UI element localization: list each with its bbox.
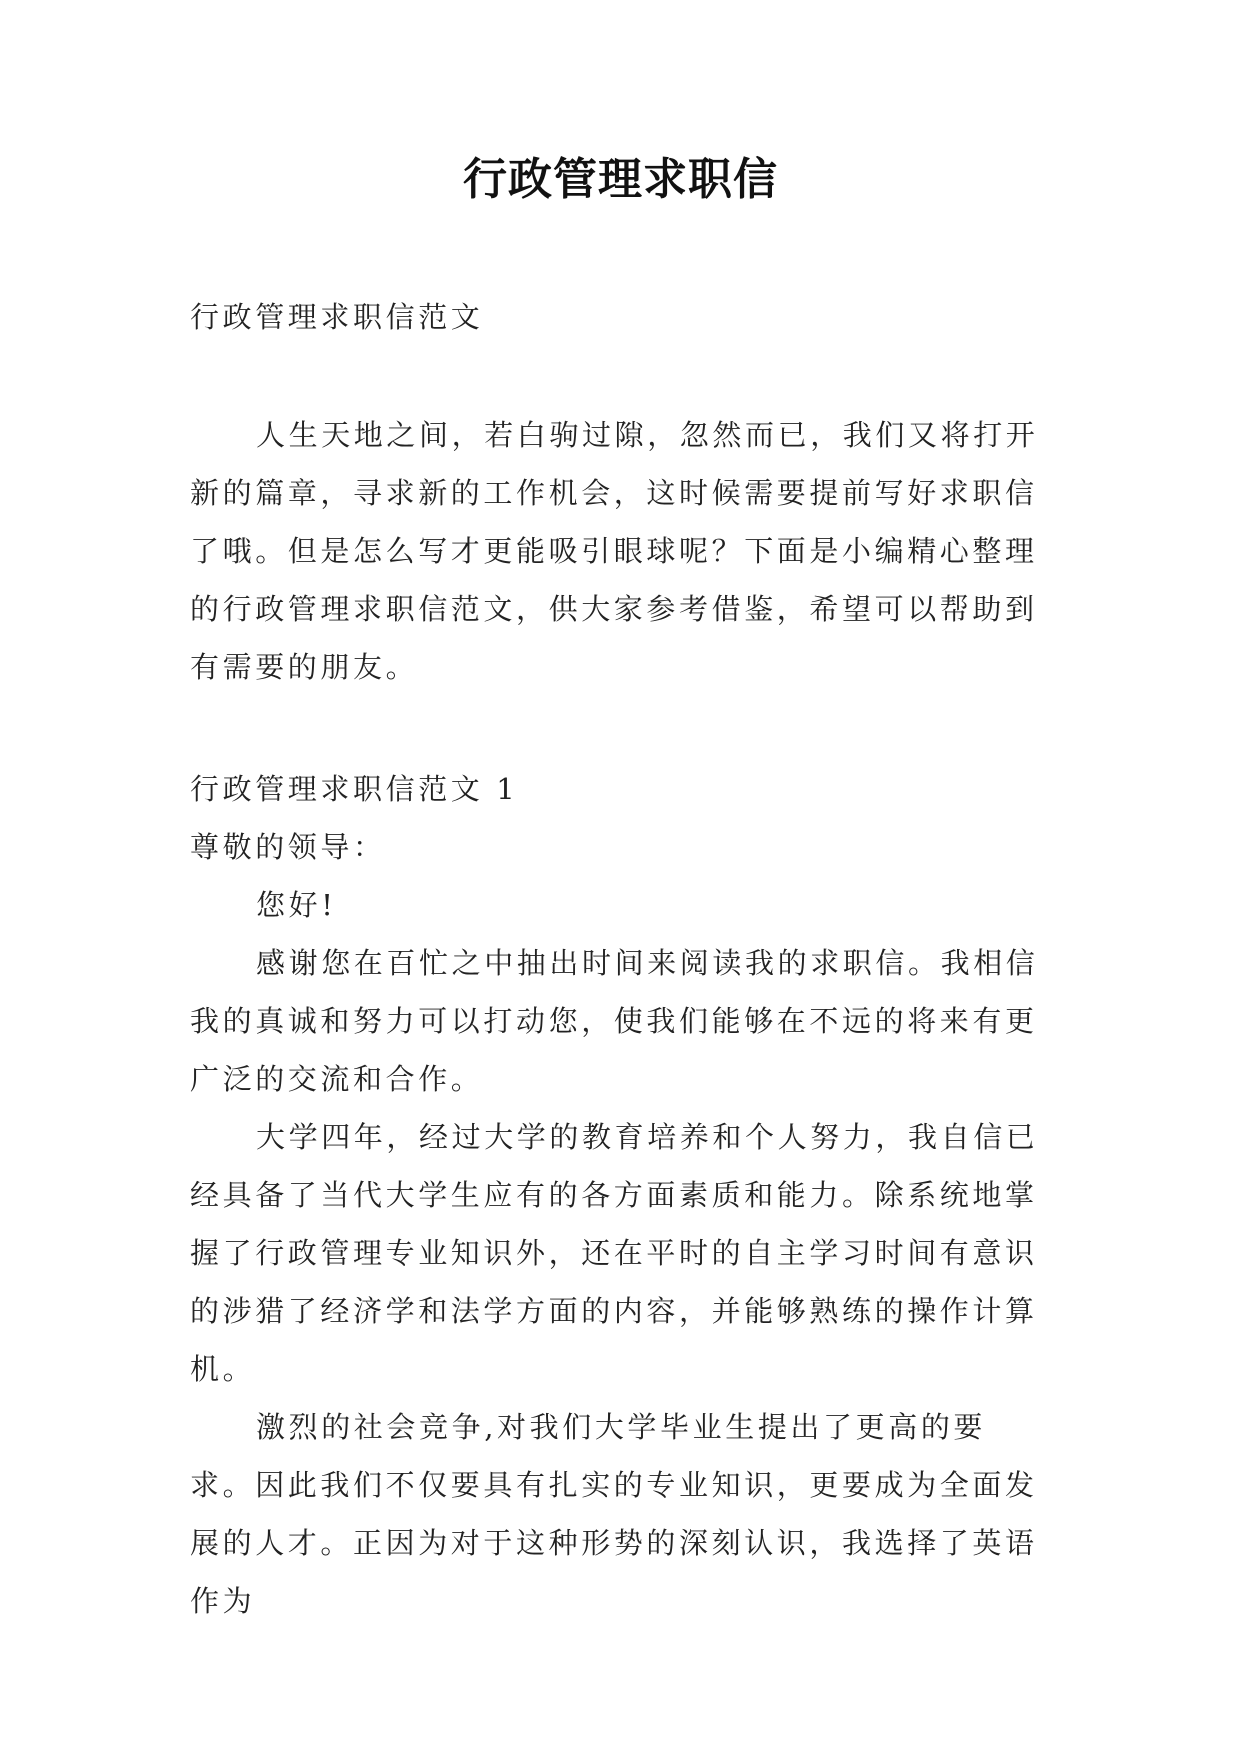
salutation: 尊敬的领导： bbox=[190, 830, 386, 864]
intro-paragraph: 人生天地之间，若白驹过隙，忽然而已，我们又将打开新的篇章，寻求新的工作机会，这时候需要提前写好求职信了哦。但是怎么写才更能吸引眼球呢？下面是小编精心整理的行政管理求职信范文，供大家参考借鉴，希望可以帮助到有需要的朋友。 bbox=[190, 418, 1039, 684]
body-paragraph: 大学四年，经过大学的教育培养和个人努力，我自信已经具备了当代大学生应有的各方面素质和能力。除系统地掌握了行政管理专业知识外，还在平时的自主学习时间有意识的涉猎了经济学和法学方面的内容，并能够熟练的操作计算机。 bbox=[190, 1120, 1039, 1386]
document-title: 行政管理求职信 bbox=[463, 154, 778, 205]
document-subtitle: 行政管理求职信范文 bbox=[190, 300, 484, 334]
letter-section-1 bbox=[190, 760, 1050, 1630]
body-paragraph: 感谢您在百忙之中抽出时间来阅读我的求职信。我相信我的真诚和努力可以打动您，使我们能够在不远的将来有更广泛的交流和合作。 bbox=[190, 946, 1039, 1096]
greeting: 您好! bbox=[256, 888, 337, 922]
body-paragraph: 激烈的社会竞争,对我们大学毕业生提出了更高的要求。因此我们不仅要具有扎实的专业知识，更要成为全面发展的人才。正因为对于这种形势的深刻认识，我选择了英语作为 bbox=[190, 1410, 1038, 1618]
section-heading: 行政管理求职信范文 1 bbox=[190, 772, 519, 806]
